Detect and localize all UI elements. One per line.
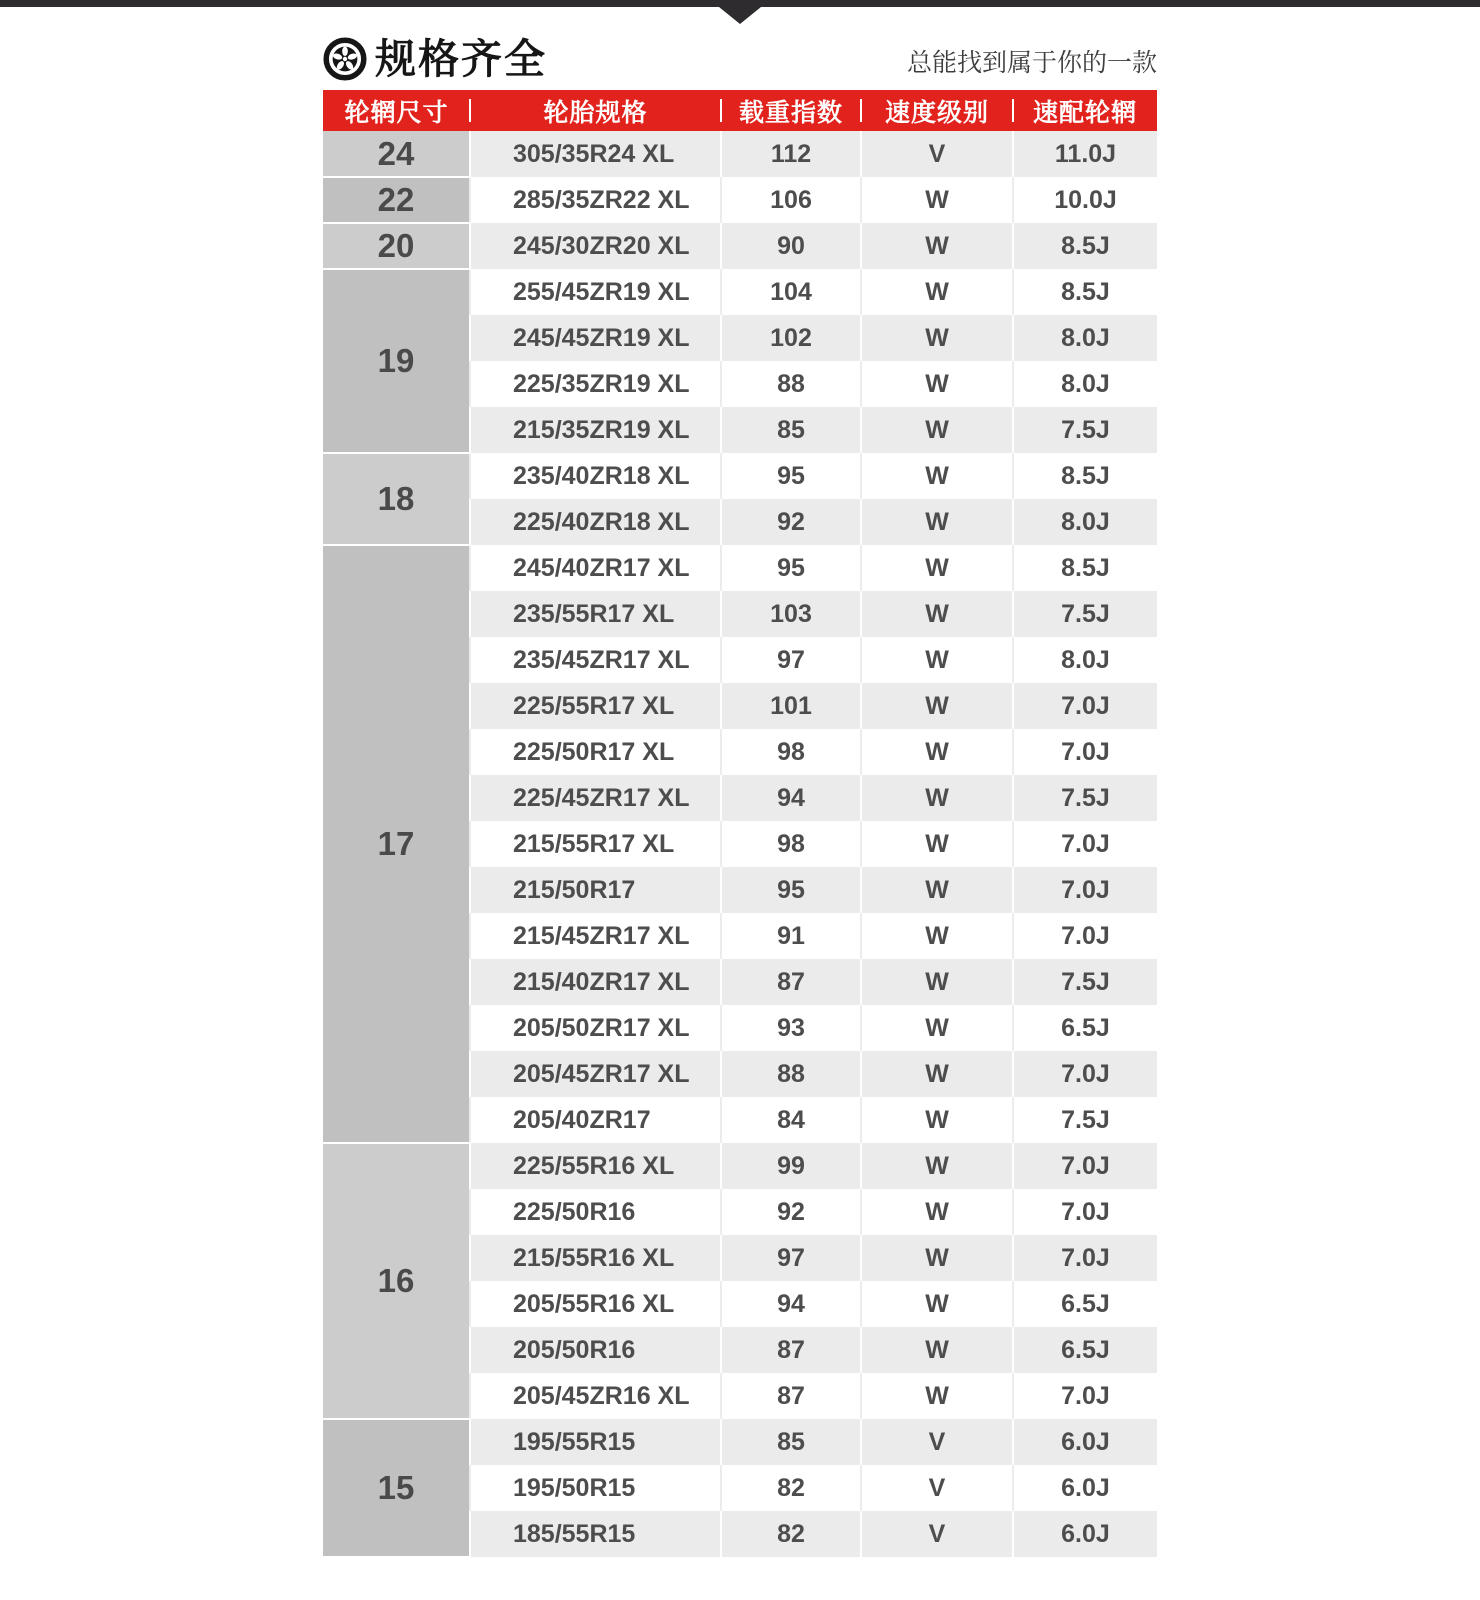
tire-spec-cell: 205/45ZR17 XL (470, 1051, 721, 1097)
load-index-cell: 85 (721, 1419, 861, 1465)
rim-size-cell: 19 (323, 269, 470, 453)
rim-size-cell: 20 (323, 223, 470, 269)
load-index-cell: 87 (721, 1373, 861, 1419)
tire-spec-cell: 215/40ZR17 XL (470, 959, 721, 1005)
tire-spec-cell: 205/55R16 XL (470, 1281, 721, 1327)
speed-rating-cell: V (861, 1465, 1013, 1511)
load-index-cell: 95 (721, 545, 861, 591)
speed-rating-cell: W (861, 591, 1013, 637)
speed-rating-cell: W (861, 177, 1013, 223)
tire-spec-cell: 215/50R17 (470, 867, 721, 913)
matched-rim-cell: 6.0J (1013, 1511, 1157, 1557)
load-index-cell: 95 (721, 453, 861, 499)
speed-rating-cell: W (861, 1235, 1013, 1281)
matched-rim-cell: 6.5J (1013, 1005, 1157, 1051)
notch-triangle-icon (719, 7, 761, 24)
rim-size-cell: 22 (323, 177, 470, 223)
speed-rating-cell: W (861, 959, 1013, 1005)
tire-spec-cell: 225/55R16 XL (470, 1143, 721, 1189)
speed-rating-cell: W (861, 1373, 1013, 1419)
tire-spec-cell: 305/35R24 XL (470, 131, 721, 177)
load-index-cell: 98 (721, 729, 861, 775)
column-header-load-index: 载重指数 (721, 90, 861, 131)
top-dark-bar (0, 0, 1480, 7)
column-header-matched-rim: 速配轮辋 (1013, 90, 1157, 131)
matched-rim-cell: 7.5J (1013, 407, 1157, 453)
speed-rating-cell: W (861, 637, 1013, 683)
tire-spec-cell: 255/45ZR19 XL (470, 269, 721, 315)
matched-rim-cell: 7.0J (1013, 683, 1157, 729)
speed-rating-cell: W (861, 453, 1013, 499)
load-index-cell: 91 (721, 913, 861, 959)
matched-rim-cell: 8.0J (1013, 361, 1157, 407)
matched-rim-cell: 7.0J (1013, 729, 1157, 775)
matched-rim-cell: 10.0J (1013, 177, 1157, 223)
matched-rim-cell: 8.5J (1013, 223, 1157, 269)
table-row (323, 545, 1157, 591)
speed-rating-cell: W (861, 407, 1013, 453)
load-index-cell: 102 (721, 315, 861, 361)
tire-spec-cell: 225/50R17 XL (470, 729, 721, 775)
matched-rim-cell: 8.5J (1013, 545, 1157, 591)
table-row (323, 131, 1157, 177)
matched-rim-cell: 7.5J (1013, 775, 1157, 821)
table-row (323, 177, 1157, 223)
tire-spec-cell: 225/40ZR18 XL (470, 499, 721, 545)
load-index-cell: 106 (721, 177, 861, 223)
tire-spec-cell: 245/30ZR20 XL (470, 223, 721, 269)
load-index-cell: 92 (721, 1189, 861, 1235)
load-index-cell: 112 (721, 131, 861, 177)
matched-rim-cell: 6.0J (1013, 1419, 1157, 1465)
load-index-cell: 84 (721, 1097, 861, 1143)
load-index-cell: 99 (721, 1143, 861, 1189)
matched-rim-cell: 7.0J (1013, 867, 1157, 913)
load-index-cell: 101 (721, 683, 861, 729)
matched-rim-cell: 6.0J (1013, 1465, 1157, 1511)
column-header-tire-spec: 轮胎规格 (470, 90, 721, 131)
load-index-cell: 82 (721, 1465, 861, 1511)
matched-rim-cell: 6.5J (1013, 1281, 1157, 1327)
speed-rating-cell: W (861, 223, 1013, 269)
tire-spec-cell: 185/55R15 (470, 1511, 721, 1557)
load-index-cell: 95 (721, 867, 861, 913)
tire-spec-cell: 215/55R16 XL (470, 1235, 721, 1281)
tire-spec-cell: 205/50R16 (470, 1327, 721, 1373)
tire-spec-cell: 195/55R15 (470, 1419, 721, 1465)
speed-rating-cell: W (861, 1005, 1013, 1051)
tire-spec-cell: 225/55R17 XL (470, 683, 721, 729)
page-title: 规格齐全 (375, 35, 547, 82)
speed-rating-cell: W (861, 545, 1013, 591)
speed-rating-cell: W (861, 1051, 1013, 1097)
load-index-cell: 98 (721, 821, 861, 867)
tire-spec-cell: 195/50R15 (470, 1465, 721, 1511)
matched-rim-cell: 8.0J (1013, 315, 1157, 361)
tire-spec-table (323, 90, 1157, 1558)
speed-rating-cell: V (861, 131, 1013, 177)
rim-size-cell: 16 (323, 1143, 470, 1419)
spec-section (323, 35, 1157, 1558)
speed-rating-cell: W (861, 1097, 1013, 1143)
speed-rating-cell: V (861, 1419, 1013, 1465)
speed-rating-cell: W (861, 867, 1013, 913)
matched-rim-cell: 7.0J (1013, 1235, 1157, 1281)
matched-rim-cell: 11.0J (1013, 131, 1157, 177)
tire-spec-cell: 235/55R17 XL (470, 591, 721, 637)
matched-rim-cell: 8.5J (1013, 269, 1157, 315)
matched-rim-cell: 7.0J (1013, 1189, 1157, 1235)
matched-rim-cell: 7.5J (1013, 591, 1157, 637)
tire-spec-cell: 205/40ZR17 (470, 1097, 721, 1143)
rim-size-cell: 18 (323, 453, 470, 545)
matched-rim-cell: 8.0J (1013, 637, 1157, 683)
tire-spec-cell: 235/45ZR17 XL (470, 637, 721, 683)
speed-rating-cell: W (861, 775, 1013, 821)
tire-spec-cell: 215/55R17 XL (470, 821, 721, 867)
page-subtitle: 总能找到属于你的一款 (906, 49, 1157, 77)
speed-rating-cell: W (861, 729, 1013, 775)
load-index-cell: 87 (721, 1327, 861, 1373)
table-header-row (323, 90, 1157, 131)
tire-spec-cell: 225/50R16 (470, 1189, 721, 1235)
load-index-cell: 94 (721, 775, 861, 821)
speed-rating-cell: W (861, 1327, 1013, 1373)
load-index-cell: 88 (721, 361, 861, 407)
tire-spec-cell: 215/35ZR19 XL (470, 407, 721, 453)
speed-rating-cell: W (861, 913, 1013, 959)
matched-rim-cell: 8.0J (1013, 499, 1157, 545)
tire-spec-cell: 245/45ZR19 XL (470, 315, 721, 361)
speed-rating-cell: W (861, 269, 1013, 315)
tire-spec-cell: 225/35ZR19 XL (470, 361, 721, 407)
load-index-cell: 85 (721, 407, 861, 453)
speed-rating-cell: W (861, 499, 1013, 545)
tire-spec-cell: 205/50ZR17 XL (470, 1005, 721, 1051)
load-index-cell: 103 (721, 591, 861, 637)
tire-spec-cell: 205/45ZR16 XL (470, 1373, 721, 1419)
load-index-cell: 93 (721, 1005, 861, 1051)
matched-rim-cell: 7.5J (1013, 1097, 1157, 1143)
matched-rim-cell: 6.5J (1013, 1327, 1157, 1373)
matched-rim-cell: 7.0J (1013, 1373, 1157, 1419)
load-index-cell: 82 (721, 1511, 861, 1557)
matched-rim-cell: 7.0J (1013, 1051, 1157, 1097)
tire-spec-cell: 225/45ZR17 XL (470, 775, 721, 821)
tire-spec-cell: 245/40ZR17 XL (470, 545, 721, 591)
load-index-cell: 88 (721, 1051, 861, 1097)
load-index-cell: 90 (721, 223, 861, 269)
speed-rating-cell: W (861, 361, 1013, 407)
rim-size-cell: 17 (323, 545, 470, 1143)
tire-spec-cell: 215/45ZR17 XL (470, 913, 721, 959)
column-header-speed-rating: 速度级别 (861, 90, 1013, 131)
speed-rating-cell: W (861, 683, 1013, 729)
load-index-cell: 97 (721, 637, 861, 683)
column-header-rim-size: 轮辋尺寸 (323, 90, 470, 131)
speed-rating-cell: W (861, 821, 1013, 867)
speed-rating-cell: W (861, 1281, 1013, 1327)
wheel-icon (323, 37, 367, 81)
table-row (323, 1419, 1157, 1465)
matched-rim-cell: 8.5J (1013, 453, 1157, 499)
load-index-cell: 92 (721, 499, 861, 545)
speed-rating-cell: W (861, 1143, 1013, 1189)
matched-rim-cell: 7.0J (1013, 913, 1157, 959)
section-header (323, 35, 1157, 81)
load-index-cell: 87 (721, 959, 861, 1005)
tire-spec-cell: 285/35ZR22 XL (470, 177, 721, 223)
matched-rim-cell: 7.0J (1013, 821, 1157, 867)
tire-spec-cell: 235/40ZR18 XL (470, 453, 721, 499)
speed-rating-cell: W (861, 315, 1013, 361)
table-row (323, 453, 1157, 499)
matched-rim-cell: 7.0J (1013, 1143, 1157, 1189)
rim-size-cell: 24 (323, 131, 470, 177)
table-row (323, 223, 1157, 269)
table-row (323, 269, 1157, 315)
rim-size-cell: 15 (323, 1419, 470, 1557)
load-index-cell: 94 (721, 1281, 861, 1327)
load-index-cell: 97 (721, 1235, 861, 1281)
matched-rim-cell: 7.5J (1013, 959, 1157, 1005)
table-row (323, 1143, 1157, 1189)
speed-rating-cell: W (861, 1189, 1013, 1235)
speed-rating-cell: V (861, 1511, 1013, 1557)
load-index-cell: 104 (721, 269, 861, 315)
